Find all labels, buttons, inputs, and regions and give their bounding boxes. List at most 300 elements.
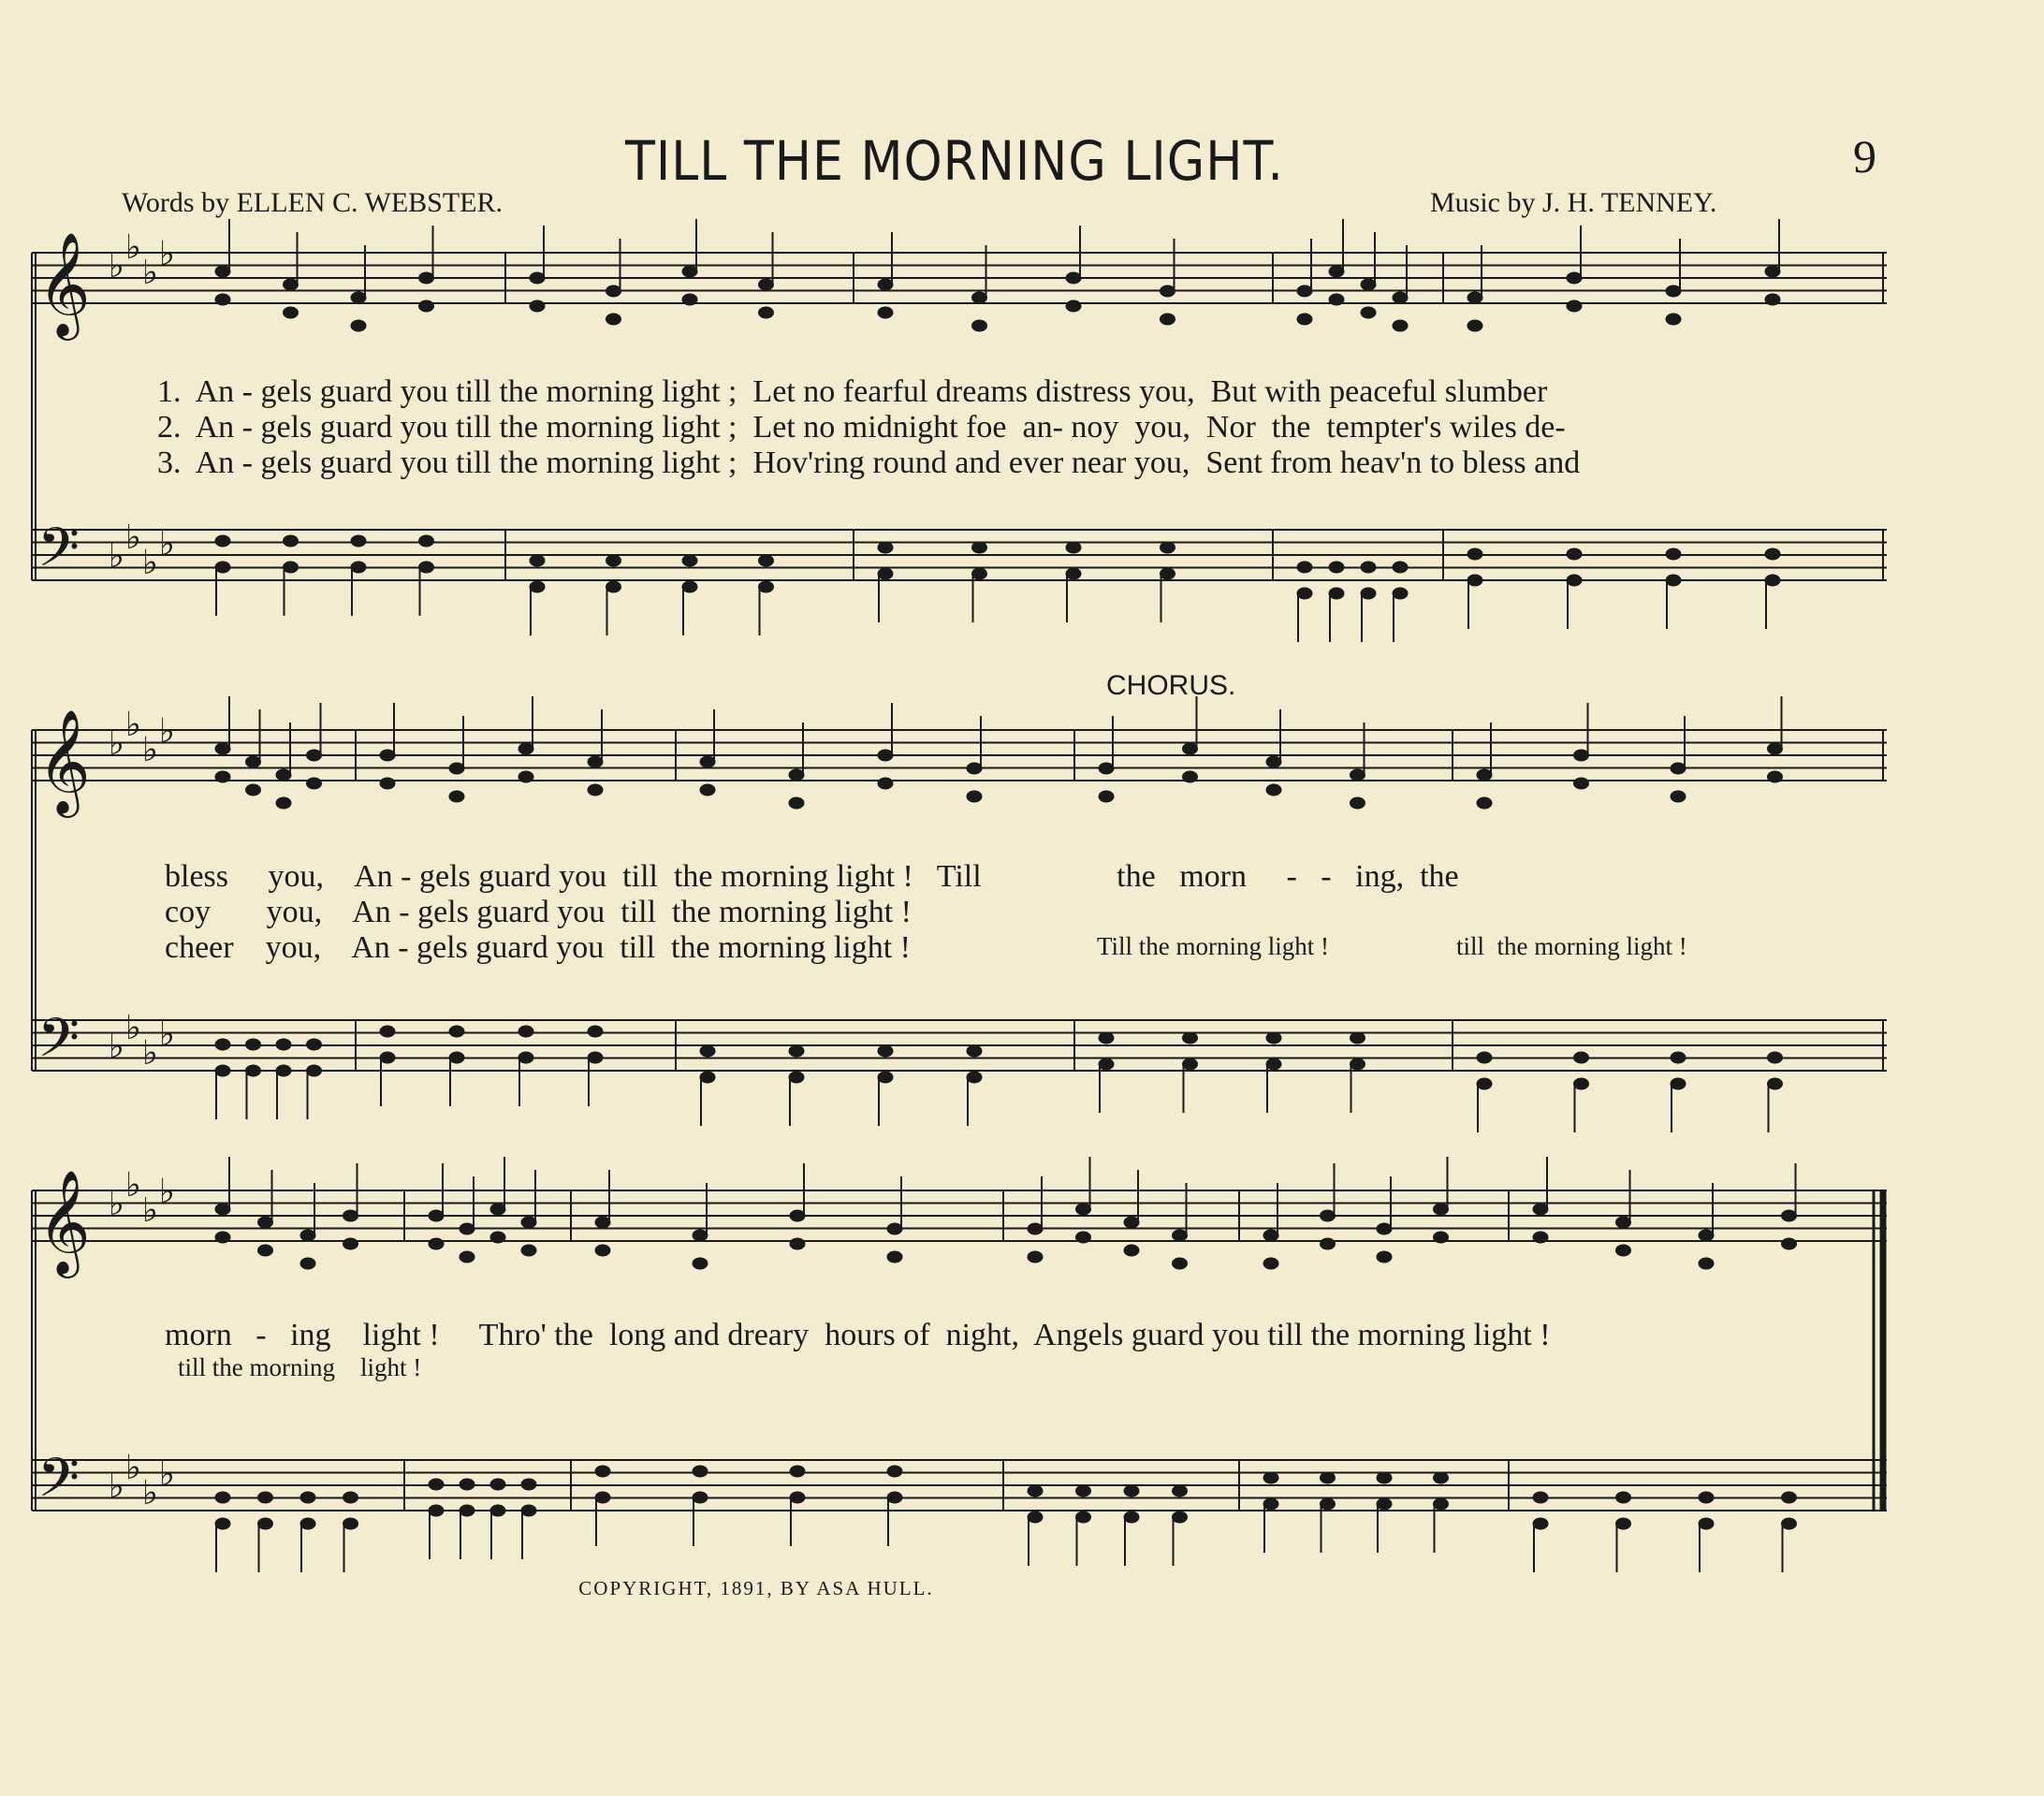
- note-head: [595, 1466, 610, 1477]
- flat-icon: ♭: [109, 1028, 124, 1066]
- note-head: [1533, 1232, 1548, 1243]
- note-head: [1066, 568, 1081, 579]
- note-head: [1321, 1210, 1336, 1221]
- note-head: [972, 568, 987, 579]
- note-head: [1321, 1498, 1336, 1510]
- note-head: [284, 562, 299, 573]
- note-head: [1377, 1223, 1392, 1234]
- note-head: [1266, 1059, 1281, 1070]
- note-head: [343, 1210, 358, 1221]
- note-head: [343, 1492, 358, 1503]
- note-head: [1533, 1204, 1548, 1215]
- note-head: [380, 1026, 395, 1037]
- note-head: [276, 797, 291, 809]
- note-head: [1173, 1485, 1188, 1497]
- note-head: [1161, 285, 1175, 297]
- echo-lyrics-1: Till the morning light !: [1097, 932, 1330, 960]
- note-head: [1183, 771, 1198, 782]
- note-head: [972, 542, 987, 553]
- note-head: [215, 1204, 230, 1215]
- note-head: [693, 1492, 708, 1503]
- flat-icon: ♭: [142, 544, 158, 582]
- note-head: [1616, 1518, 1631, 1529]
- note-head: [380, 750, 395, 761]
- note-head: [693, 1230, 708, 1241]
- note-head: [700, 784, 715, 796]
- note-head: [1768, 1052, 1783, 1063]
- note-head: [215, 562, 230, 573]
- note-head: [215, 266, 230, 277]
- flat-icon: ♭: [125, 518, 141, 557]
- bass-clef-icon: 𝄢: [37, 516, 80, 592]
- note-head: [246, 784, 261, 796]
- flat-icon: ♭: [159, 235, 175, 273]
- note-head: [351, 292, 366, 303]
- note-head: [1765, 294, 1780, 305]
- note-head: [1297, 588, 1312, 599]
- note-head: [790, 1210, 805, 1221]
- note-head: [967, 1045, 982, 1057]
- note-head: [1477, 1052, 1492, 1063]
- note-head: [1266, 1032, 1281, 1044]
- note-head: [343, 1238, 358, 1249]
- echo-lyrics-2: till the morning light !: [1456, 932, 1687, 960]
- note-head: [1297, 314, 1312, 325]
- note-head: [1616, 1245, 1631, 1256]
- note-head: [1263, 1472, 1278, 1483]
- note-head: [972, 320, 987, 331]
- note-head: [1616, 1217, 1631, 1228]
- note-head: [258, 1217, 273, 1228]
- copyright-notice: COPYRIGHT, 1891, BY ASA HULL.: [578, 1577, 934, 1599]
- note-head: [521, 1479, 536, 1490]
- note-head: [518, 1026, 533, 1037]
- note-head: [1099, 1059, 1114, 1070]
- note-head: [1361, 307, 1376, 318]
- note-head: [1477, 1078, 1492, 1089]
- note-head: [1266, 756, 1281, 767]
- note-head: [1666, 314, 1681, 325]
- verse-1-lyrics-system-1: 1. An - gels guard you till the morning light ; Let no fearful dreams distress you, But with peaceful slumber: [157, 374, 1548, 409]
- note-head: [276, 769, 291, 781]
- note-head: [1666, 285, 1681, 297]
- note-head: [449, 1052, 464, 1063]
- note-head: [1076, 1485, 1091, 1497]
- note-head: [790, 1492, 805, 1503]
- note-head: [878, 542, 893, 553]
- note-head: [1768, 771, 1783, 782]
- note-head: [1393, 320, 1408, 331]
- note-head: [700, 1045, 715, 1057]
- note-head: [887, 1251, 902, 1263]
- note-head: [419, 272, 434, 284]
- note-head: [1467, 320, 1482, 331]
- note-head: [521, 1245, 536, 1256]
- note-head: [300, 1230, 315, 1241]
- note-head: [1467, 548, 1482, 560]
- note-head: [972, 292, 987, 303]
- note-head: [1329, 588, 1344, 599]
- note-head: [351, 320, 366, 331]
- note-head: [1666, 548, 1681, 560]
- note-head: [595, 1492, 610, 1503]
- note-head: [1350, 1059, 1365, 1070]
- note-head: [300, 1258, 315, 1269]
- flat-icon: ♭: [125, 228, 141, 267]
- note-head: [343, 1518, 358, 1529]
- flat-icon: ♭: [159, 1015, 175, 1054]
- note-head: [1377, 1498, 1392, 1510]
- note-head: [1173, 1511, 1188, 1523]
- note-head: [1321, 1472, 1336, 1483]
- note-head: [1066, 272, 1081, 284]
- verse-3-lyrics-system-1: 3. An - gels guard you till the morning light ; Hov'ring round and ever near you, Sent from heav'n to bless and: [157, 445, 1581, 480]
- flat-icon: ♭: [142, 731, 158, 769]
- note-head: [1329, 266, 1344, 277]
- note-head: [530, 300, 545, 312]
- note-head: [1574, 750, 1589, 761]
- note-head: [1361, 588, 1376, 599]
- note-head: [246, 1039, 261, 1050]
- flat-icon: ♭: [109, 537, 124, 576]
- note-head: [1533, 1518, 1548, 1529]
- flat-icon: ♭: [159, 1455, 175, 1494]
- note-head: [1699, 1230, 1714, 1241]
- note-head: [215, 743, 230, 754]
- flat-icon: ♭: [142, 1191, 158, 1230]
- note-head: [1263, 1498, 1278, 1510]
- note-head: [460, 1223, 474, 1234]
- note-head: [307, 1039, 322, 1050]
- note-head: [429, 1479, 444, 1490]
- note-head: [693, 1258, 708, 1269]
- note-head: [300, 1518, 315, 1529]
- note-head: [449, 763, 464, 774]
- note-head: [530, 581, 545, 592]
- note-head: [1183, 1059, 1198, 1070]
- note-head: [1076, 1232, 1091, 1243]
- note-head: [351, 535, 366, 547]
- note-head: [1765, 548, 1780, 560]
- note-head: [1671, 1078, 1686, 1089]
- note-head: [967, 763, 982, 774]
- note-head: [790, 1466, 805, 1477]
- note-head: [449, 1026, 464, 1037]
- note-head: [878, 778, 893, 789]
- note-head: [1567, 300, 1582, 312]
- note-head: [1782, 1518, 1797, 1529]
- note-head: [1393, 588, 1408, 599]
- note-head: [380, 1052, 395, 1063]
- note-head: [1567, 548, 1582, 560]
- flat-icon: ♭: [159, 1173, 175, 1211]
- flat-icon: ♭: [142, 1034, 158, 1073]
- note-head: [518, 743, 533, 754]
- note-head: [1377, 1472, 1392, 1483]
- flat-icon: ♭: [142, 254, 158, 292]
- note-head: [789, 1045, 804, 1057]
- note-head: [878, 279, 893, 290]
- note-head: [682, 555, 697, 566]
- verse-3-lyrics-system-2: cheer you, An - gels guard you till the morning light !: [165, 930, 911, 965]
- note-head: [693, 1466, 708, 1477]
- note-head: [276, 1065, 291, 1076]
- note-head: [887, 1223, 902, 1234]
- note-head: [490, 1505, 505, 1516]
- note-head: [1183, 1032, 1198, 1044]
- note-head: [1467, 292, 1482, 303]
- note-head: [1393, 562, 1408, 573]
- note-head: [878, 1045, 893, 1057]
- note-head: [307, 1065, 322, 1076]
- note-head: [606, 285, 621, 297]
- note-head: [1574, 1078, 1589, 1089]
- note-head: [967, 791, 982, 802]
- note-head: [1350, 797, 1365, 809]
- note-head: [1297, 562, 1312, 573]
- note-head: [1350, 1032, 1365, 1044]
- note-head: [258, 1245, 273, 1256]
- note-head: [284, 535, 299, 547]
- note-head: [419, 562, 434, 573]
- note-head: [1028, 1485, 1043, 1497]
- note-head: [1066, 542, 1081, 553]
- note-head: [1173, 1230, 1188, 1241]
- note-head: [606, 581, 621, 592]
- note-head: [887, 1492, 902, 1503]
- note-head: [878, 750, 893, 761]
- note-head: [380, 778, 395, 789]
- flat-icon: ♭: [125, 1449, 141, 1487]
- note-head: [1765, 575, 1780, 586]
- note-head: [1467, 575, 1482, 586]
- note-head: [700, 756, 715, 767]
- note-head: [1161, 568, 1175, 579]
- bass-clef-icon: 𝄢: [37, 1446, 80, 1523]
- note-head: [246, 756, 261, 767]
- echo-lyrics-system-3: till the morning light !: [178, 1353, 422, 1381]
- note-head: [1765, 266, 1780, 277]
- note-head: [1066, 300, 1081, 312]
- note-head: [1377, 1251, 1392, 1263]
- note-head: [1263, 1230, 1278, 1241]
- note-head: [595, 1245, 610, 1256]
- note-head: [351, 562, 366, 573]
- note-head: [1028, 1223, 1043, 1234]
- note-head: [1393, 292, 1408, 303]
- note-head: [1768, 1078, 1783, 1089]
- note-head: [429, 1505, 444, 1516]
- note-head: [258, 1518, 273, 1529]
- note-head: [588, 756, 603, 767]
- note-head: [878, 1072, 893, 1083]
- note-head: [700, 1072, 715, 1083]
- note-head: [1329, 562, 1344, 573]
- chorus-lyrics-system-3: morn - ing light ! Thro' the long and dreary hours of night, Angels guard you till the morning light !: [165, 1318, 1551, 1352]
- note-head: [1671, 791, 1686, 802]
- flat-icon: ♭: [109, 1467, 124, 1506]
- note-head: [1076, 1204, 1091, 1215]
- note-head: [1099, 763, 1114, 774]
- note-head: [215, 1518, 230, 1529]
- note-head: [419, 535, 434, 547]
- note-head: [606, 314, 621, 325]
- flat-icon: ♭: [142, 1474, 158, 1512]
- page-number: 9: [1853, 130, 1876, 183]
- note-head: [595, 1217, 610, 1228]
- verse-2-lyrics-system-2: coy you, An - gels guard you till the morning light !: [165, 895, 912, 929]
- note-head: [789, 769, 804, 781]
- note-head: [1124, 1217, 1139, 1228]
- flat-icon: ♭: [125, 706, 141, 744]
- note-head: [449, 791, 464, 802]
- note-head: [276, 1039, 291, 1050]
- words-credit: Words by ELLEN C. WEBSTER.: [122, 187, 504, 218]
- chorus-label: CHORUS.: [1106, 670, 1236, 701]
- note-head: [284, 279, 299, 290]
- note-head: [1574, 778, 1589, 789]
- note-head: [490, 1232, 505, 1243]
- note-head: [490, 1479, 505, 1490]
- note-head: [1266, 784, 1281, 796]
- note-head: [1124, 1511, 1139, 1523]
- note-head: [1329, 294, 1344, 305]
- note-head: [1768, 743, 1783, 754]
- note-head: [1574, 1052, 1589, 1063]
- note-head: [1124, 1245, 1139, 1256]
- flat-icon: ♭: [125, 1166, 141, 1205]
- note-head: [429, 1210, 444, 1221]
- note-head: [419, 300, 434, 312]
- note-head: [530, 555, 545, 566]
- note-head: [682, 266, 697, 277]
- note-head: [258, 1492, 273, 1503]
- note-head: [215, 771, 230, 782]
- note-head: [1350, 769, 1365, 781]
- note-head: [307, 750, 322, 761]
- note-head: [682, 294, 697, 305]
- note-head: [759, 307, 774, 318]
- note-head: [588, 784, 603, 796]
- note-head: [246, 1065, 261, 1076]
- note-head: [521, 1217, 536, 1228]
- music-credit: Music by J. H. TENNEY.: [1430, 187, 1717, 218]
- note-head: [1434, 1204, 1449, 1215]
- treble-clef-icon: 𝄞: [37, 708, 91, 813]
- note-head: [1671, 1052, 1686, 1063]
- note-head: [460, 1505, 474, 1516]
- note-head: [878, 568, 893, 579]
- note-head: [759, 279, 774, 290]
- note-head: [460, 1479, 474, 1490]
- note-head: [1263, 1258, 1278, 1269]
- note-head: [1076, 1511, 1091, 1523]
- note-head: [878, 307, 893, 318]
- note-head: [1321, 1238, 1336, 1249]
- note-head: [1161, 542, 1175, 553]
- note-head: [1782, 1238, 1797, 1249]
- note-head: [1699, 1518, 1714, 1529]
- treble-clef-icon: 𝄞: [37, 231, 91, 336]
- note-head: [1028, 1511, 1043, 1523]
- note-head: [1183, 743, 1198, 754]
- verse-2-lyrics-system-1: 2. An - gels guard you till the morning light ; Let no midnight foe an- noy you, Nor the tempter's wiles de-: [157, 410, 1566, 445]
- note-head: [682, 581, 697, 592]
- note-head: [1361, 562, 1376, 573]
- hymn-title: TILL THE MORNING LIGHT.: [624, 129, 1285, 193]
- note-head: [790, 1238, 805, 1249]
- note-head: [518, 771, 533, 782]
- note-head: [215, 535, 230, 547]
- note-head: [284, 307, 299, 318]
- note-head: [1477, 769, 1492, 781]
- note-head: [215, 1065, 230, 1076]
- note-head: [215, 294, 230, 305]
- note-head: [606, 555, 621, 566]
- note-head: [588, 1026, 603, 1037]
- flat-icon: ♭: [125, 1009, 141, 1047]
- flat-icon: ♭: [159, 712, 175, 751]
- note-head: [1124, 1485, 1139, 1497]
- flat-icon: ♭: [109, 247, 124, 285]
- note-head: [521, 1505, 536, 1516]
- note-head: [1434, 1232, 1449, 1243]
- note-head: [1434, 1498, 1449, 1510]
- note-head: [1567, 272, 1582, 284]
- flat-icon: ♭: [109, 724, 124, 763]
- note-head: [1297, 285, 1312, 297]
- flat-icon: ♭: [109, 1185, 124, 1223]
- note-head: [1782, 1492, 1797, 1503]
- flat-icon: ♭: [159, 525, 175, 563]
- note-head: [789, 797, 804, 809]
- note-head: [759, 555, 774, 566]
- note-head: [530, 272, 545, 284]
- note-head: [1361, 279, 1376, 290]
- note-head: [215, 1039, 230, 1050]
- note-head: [759, 581, 774, 592]
- note-head: [429, 1238, 444, 1249]
- note-head: [967, 1072, 982, 1083]
- treble-clef-icon: 𝄞: [37, 1169, 91, 1274]
- note-head: [1028, 1251, 1043, 1263]
- note-head: [518, 1052, 533, 1063]
- note-head: [307, 778, 322, 789]
- note-head: [1567, 575, 1582, 586]
- note-head: [1699, 1492, 1714, 1503]
- note-head: [300, 1492, 315, 1503]
- verse-1-lyrics-system-2: bless you, An - gels guard you till the morning light ! Till the morn - - ing, the: [165, 859, 1459, 894]
- note-head: [789, 1072, 804, 1083]
- note-head: [1099, 1032, 1114, 1044]
- note-head: [588, 1052, 603, 1063]
- note-head: [1671, 763, 1686, 774]
- note-head: [460, 1251, 474, 1263]
- note-head: [1666, 575, 1681, 586]
- note-head: [490, 1204, 505, 1215]
- note-head: [887, 1466, 902, 1477]
- note-head: [1173, 1258, 1188, 1269]
- note-head: [1782, 1210, 1797, 1221]
- note-head: [1699, 1258, 1714, 1269]
- note-head: [1477, 797, 1492, 809]
- note-head: [1434, 1472, 1449, 1483]
- note-head: [215, 1232, 230, 1243]
- bass-clef-icon: 𝄢: [37, 1006, 80, 1083]
- note-head: [1616, 1492, 1631, 1503]
- note-head: [1533, 1492, 1548, 1503]
- note-head: [215, 1492, 230, 1503]
